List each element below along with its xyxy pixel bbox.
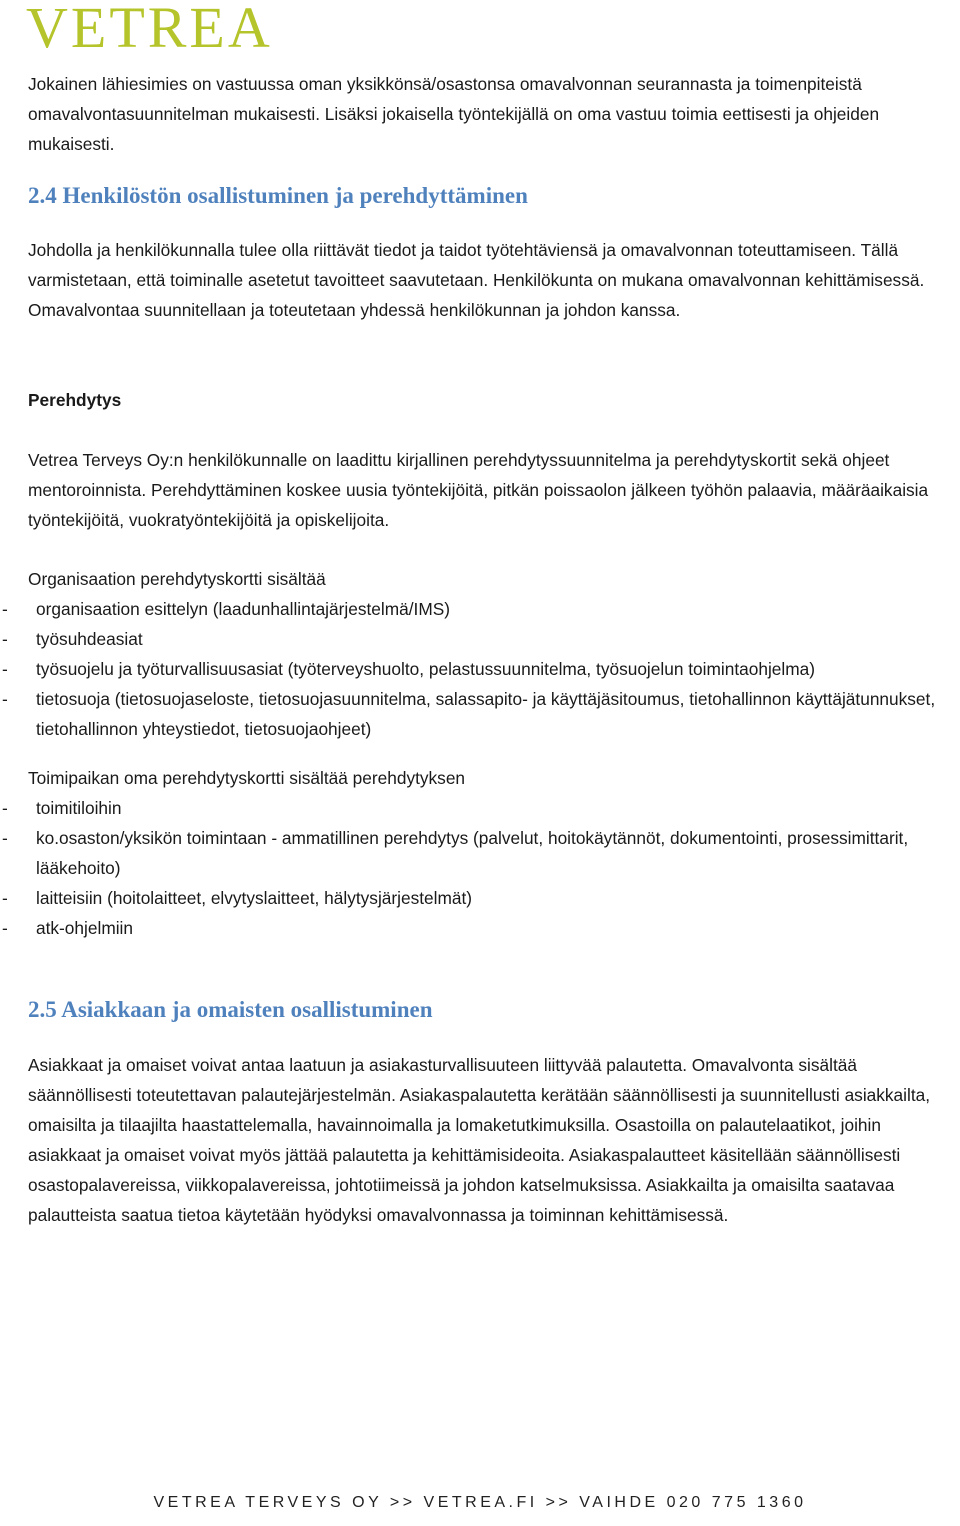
footer-contact: VETREA TERVEYS OY >> VETREA.FI >> VAIHDE 020 775 1360 xyxy=(153,1494,807,1511)
org-card-title: Organisaation perehdytyskortti sisältää xyxy=(28,569,326,589)
list-item: - toimitiloihin xyxy=(2,798,122,818)
org-card-list xyxy=(0,594,955,744)
list-item: - ko.osaston/yksikön toimintaan - ammatillinen perehdytys (palvelut, hoitokäytännöt, dokumentointi, prosessimittarit, lääkehoito) xyxy=(2,828,909,878)
list-item: - laitteisiin (hoitolaitteet, elvytyslaitteet, hälytysjärjestelmät) xyxy=(2,888,473,908)
site-card-title: Toimipaikan oma perehdytyskortti sisältää perehdytyksen xyxy=(28,768,466,788)
list-item: - organisaation esittelyn (laadunhallintajärjestelmä/IMS) xyxy=(2,599,451,619)
section-2-4-paragraph: Johdolla ja henkilökunnalla tulee olla riittävät tiedot ja taidot työtehtäviensä ja omavalvonnan toteuttamiseen. Tällä varmistetaan, että toiminalle asetetut tavoitteet saavutetaan. Henkilökunta on mukana omavalvonnan kehittämisessä. Omavalvontaa suunnitellaan ja toteutetaan yhdessä henkilökunnan ja johdon kanssa. xyxy=(28,240,925,320)
site-card-list xyxy=(0,793,955,943)
list-item: - tietosuoja (tietosuojaseloste, tietosuojasuunnitelma, salassapito- ja käyttäjäsitoumus, tietohallinnon käyttäjätunnukset, tietohallinnon yhteystiedot, tietosuojaohjeet) xyxy=(2,689,936,739)
list-item: - työsuhdeasiat xyxy=(2,629,143,649)
intro-paragraph: Jokainen lähiesimies on vastuussa oman yksikkönsä/osastonsa omavalvonnan seurannasta ja toimenpiteistä omavalvontasuunnitelman mukaisesti. Lisäksi jokaisella työntekijällä on oma vastuu toimia eettisesti ja ohjeiden mukaisesti. xyxy=(28,74,880,154)
vetrea-logo: VETREA xyxy=(26,0,273,60)
list-item: - atk-ohjelmiin xyxy=(2,918,134,938)
list-item: - työsuojelu ja työturvallisuusasiat (työterveyshuolto, pelastussuunnitelma, työsuojelun toimintaohjelma) xyxy=(2,659,816,679)
perehdytys-heading: Perehdytys xyxy=(28,390,122,410)
perehdytys-paragraph: Vetrea Terveys Oy:n henkilökunnalle on laadittu kirjallinen perehdytyssuunnitelma ja perehdytyskortit sekä ohjeet mentoroinnista. Perehdyttäminen koskee uusia työntekijöitä, pitkän poissaolon jälkeen työhön palaavia, määräaikaisia työntekijöitä, vuokratyöntekijöitä ja opiskelijoita. xyxy=(28,450,929,530)
section-2-5-heading: 2.5 Asiakkaan ja omaisten osallistuminen xyxy=(28,997,433,1022)
section-2-4-heading: 2.4 Henkilöstön osallistuminen ja perehdyttäminen xyxy=(28,183,528,208)
section-2-5-paragraph: Asiakkaat ja omaiset voivat antaa laatuun ja asiakasturvallisuuteen liittyvää palautetta. Omavalvonta sisältää säännöllisesti toteutettavan palautejärjestelmän. Asiakaspalautetta kerätään säännöllisesti ja suunnitellusti asiakkailta, omaisilta ja tilaajilta haastattelemalla, havainnoimalla ja lomaketutkimuksilla. Osastoilla on palautelaatikot, joihin asiakkaat ja omaiset voivat myös jättää palautetta ja kehittämisideoita. Asiakaspalautteet käsitellään säännöllisesti osastopalavereissa, viikkopalavereissa, johtotiimeissä ja johdon katselmuksissa. Asiakkailta ja omaisilta saatavaa palautteista saatua tietoa käytetään hyödyksi omavalvonnassa ja toiminnan kehittämisessä. xyxy=(28,1055,931,1225)
